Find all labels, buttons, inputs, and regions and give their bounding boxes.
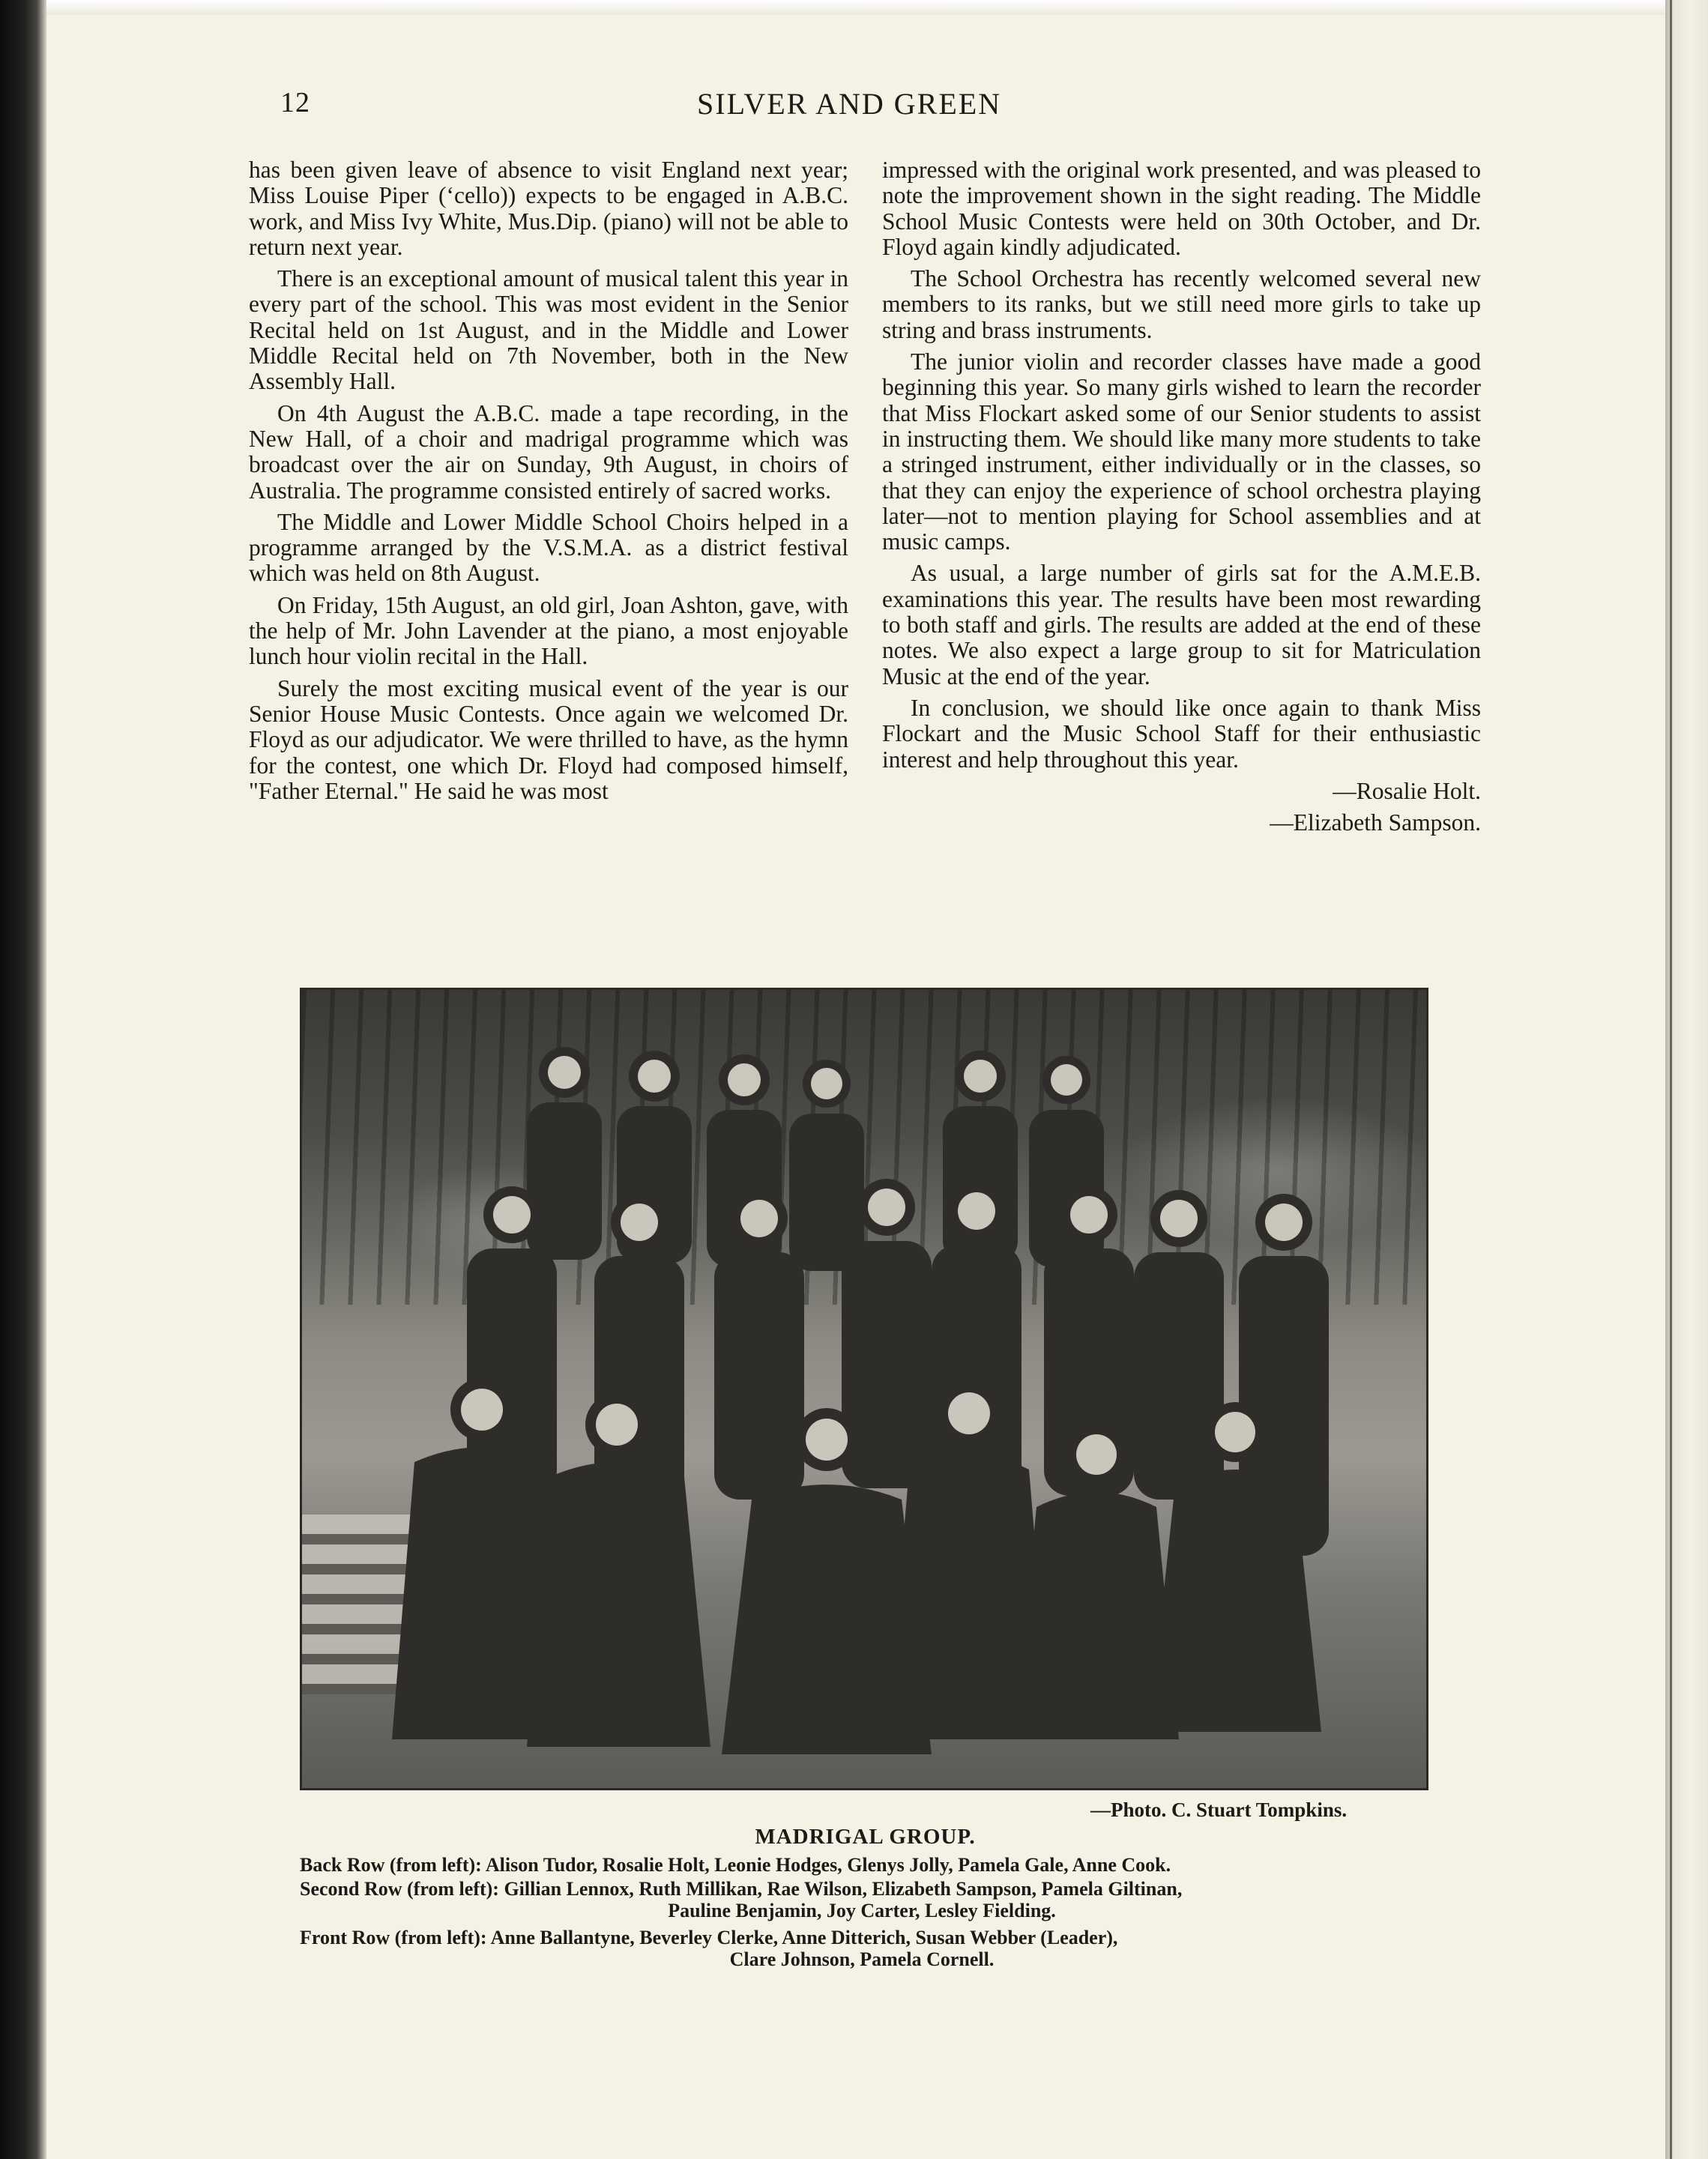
photo-figures [302, 990, 1426, 1788]
caption-back-row [300, 1854, 1424, 1876]
signature: —Elizabeth Sampson. [1270, 809, 1481, 836]
caption-second-row [300, 1878, 1424, 1921]
caption-second-row-text: Second Row (from left): Gillian Lennox, Ruth Millikan, Rae Wilson, Elizabeth Sampson, Pamela Giltinan, [300, 1878, 1183, 1900]
caption-front-row [300, 1927, 1424, 1970]
paragraph: The School Orchestra has recently welcomed several new members to its ranks, but we still need more girls to take up string and brass instruments. [882, 265, 1481, 343]
paragraph: On 4th August the A.B.C. made a tape recording, in the New Hall, of a choir and madrigal programme which was broadcast over the air on Sunday, 9th August, in choirs of Australia. The programme consisted entirely of sacred works. [249, 399, 848, 504]
paragraph: The junior violin and recorder classes have made a good beginning this year. So many girls wished to learn the recorder that Miss Flockart asked some of our Senior students to assist in instructing them. We should like many more students to take a stringed instrument, either individually or in the classes, so that they can enjoy the experience of school orchestra playing later—not to mention playing for School assemblies and at music camps. [882, 348, 1481, 555]
paragraph: The Middle and Lower Middle School Choirs helped in a programme arranged by the V.S.M.A. as a district festival which was held on 8th August. [249, 508, 848, 587]
paragraph: impressed with the original work presented, and was pleased to note the improvement shown in the sight reading. The Middle School Music Contests were held on 30th October, and Dr. Floyd again kindly adjudicated. [882, 157, 1481, 260]
paragraph: Surely the most exciting musical event of the year is our Senior House Music Contests. Once again we welcomed Dr. Floyd as our adjudicator. We were thrilled to have, as the hymn for the contest, one which Dr. Floyd had composed himself, "Father Eternal." He said he was most [249, 674, 848, 804]
caption-second-row-continued: Pauline Benjamin, Joy Carter, Lesley Fielding. [668, 1900, 1056, 1921]
signature: —Rosalie Holt. [1333, 777, 1481, 804]
right-column [882, 157, 1481, 842]
paragraph: In conclusion, we should like once again to thank Miss Flockart and the Music School Staff for their enthusiastic interest and help throughout this year. [882, 694, 1481, 773]
paragraph: On Friday, 15th August, an old girl, Joan Ashton, gave, with the help of Mr. John Lavender at the piano, a most enjoyable lunch hour violin recital in the Hall. [249, 591, 848, 670]
caption-front-row-text: Front Row (from left): Anne Ballantyne, Beverley Clerke, Anne Ditterich, Susan Webber (Leader), [300, 1927, 1118, 1948]
caption-title: MADRIGAL GROUP. [755, 1825, 976, 1849]
paragraph: has been given leave of absence to visit England next year; Miss Louise Piper (‘cello)) expects to be engaged in A.B.C. work, and Miss Ivy White, Mus.Dip. (piano) will not be able to return next year. [249, 157, 848, 260]
group-photograph [300, 988, 1428, 1790]
page-number: 12 [280, 87, 310, 118]
left-column [249, 157, 848, 810]
paragraph: As usual, a large number of girls sat for the A.M.E.B. examinations this year. The results have been most rewarding to both staff and girls. The results are added at the end of these notes. We also expect a large group to sit for Matriculation Music at the end of the year. [882, 560, 1481, 689]
caption-front-row-continued: Clare Johnson, Pamela Cornell. [729, 1948, 995, 1970]
caption-back-row-text: Back Row (from left): Alison Tudor, Rosalie Holt, Leonie Hodges, Glenys Jolly, Pamela Gale, Anne Cook. [300, 1854, 1171, 1876]
running-title: SILVER AND GREEN [697, 87, 1002, 121]
photo-credit: —Photo. C. Stuart Tompkins. [1090, 1799, 1348, 1821]
paragraph: There is an exceptional amount of musical talent this year in every part of the school. This was most evident in the Senior Recital held on 1st August, and in the Middle and Lower Middle Recital held on 7th November, both in the New Assembly Hall. [249, 265, 848, 395]
scan-top-strip [0, 0, 1708, 15]
